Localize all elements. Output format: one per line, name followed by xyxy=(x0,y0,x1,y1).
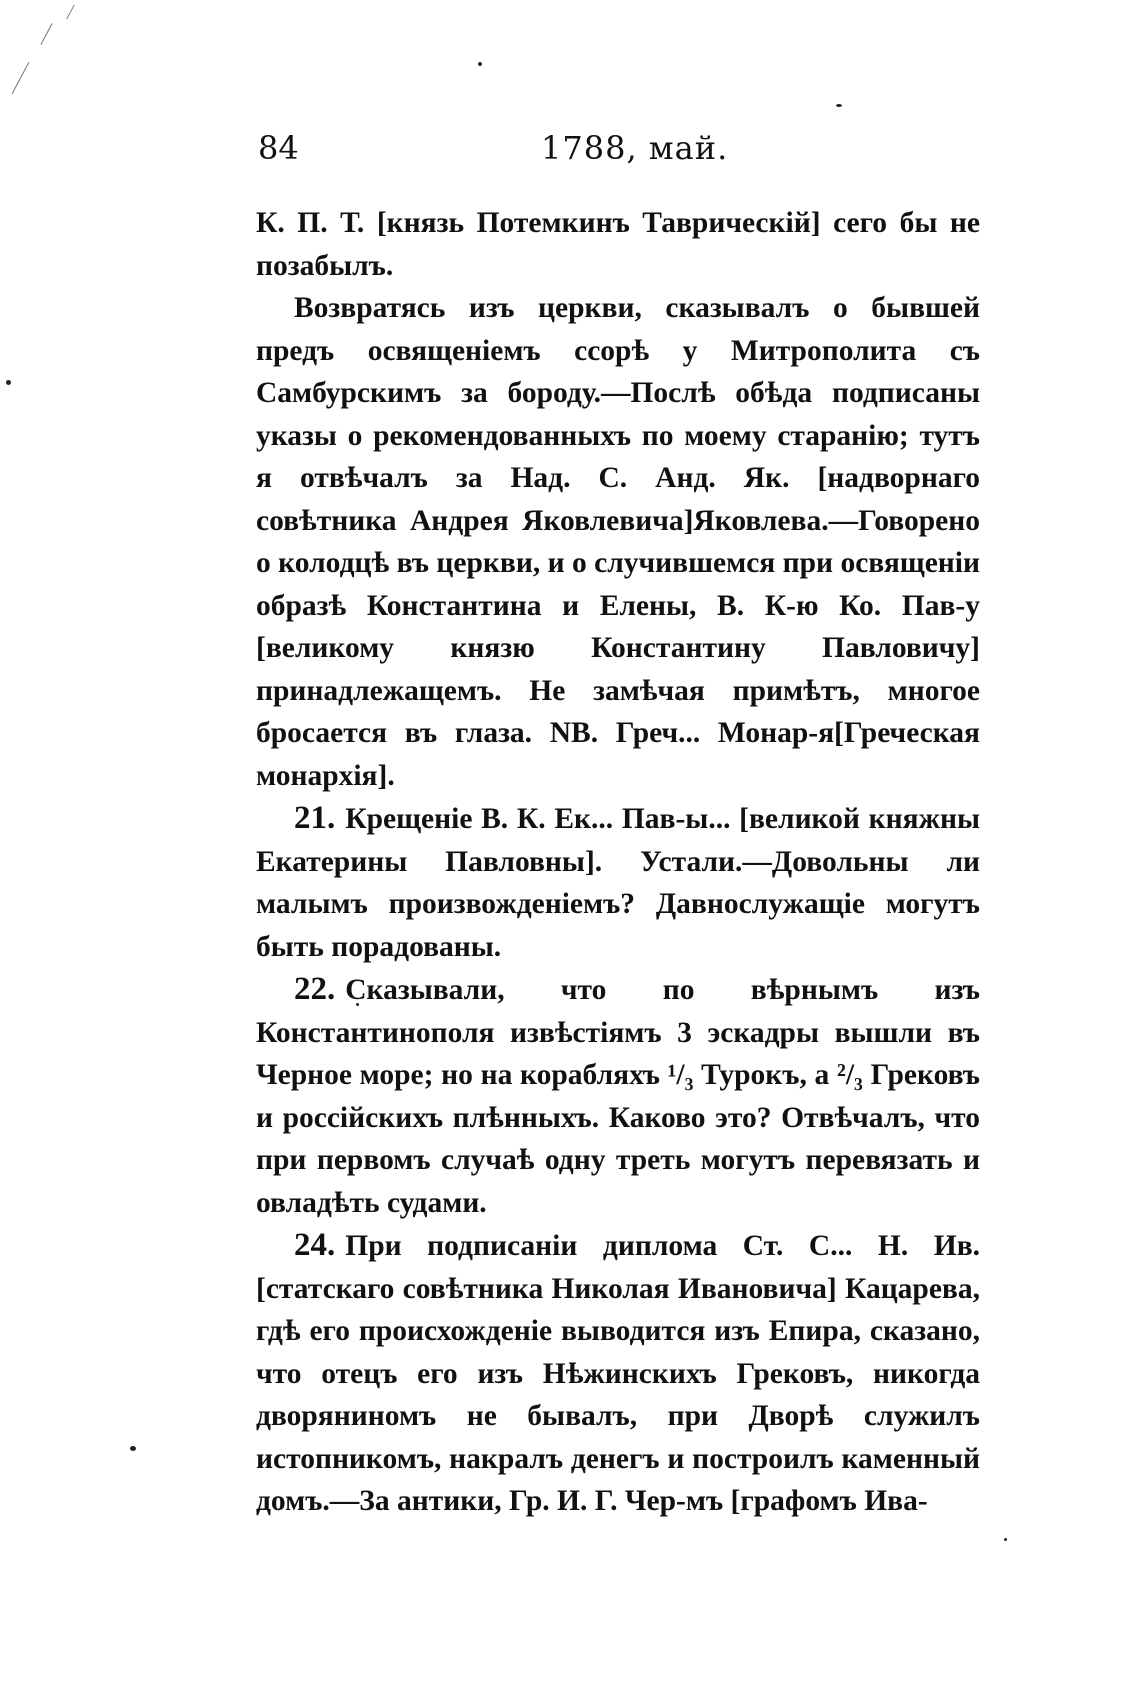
entry-date: 21. xyxy=(294,800,336,836)
scan-edge-mark xyxy=(12,62,30,94)
dated-entry xyxy=(256,1224,980,1523)
ink-speck xyxy=(478,62,482,66)
dated-entry xyxy=(256,968,980,1224)
dated-entry xyxy=(256,797,980,968)
page-header xyxy=(258,128,980,168)
ink-speck xyxy=(1004,1538,1007,1541)
scan-edge-mark xyxy=(66,5,74,20)
entry-date: 24. xyxy=(294,1227,336,1263)
entry-date: 22. xyxy=(294,971,336,1007)
entry-text: Крещеніе В. К. Ек... Пав-ы... [великой княжны Екатерины Павловны]. Устали.—Довольны ли малымъ произвожденіемъ? Давнослужащіе могутъ быть порадованы. xyxy=(256,803,980,963)
page-text xyxy=(256,202,980,1523)
ink-speck xyxy=(6,380,11,385)
paragraph: К. П. Т. [князь Потемкинъ Таврическій] сего бы не позабылъ. xyxy=(256,207,980,282)
ink-speck xyxy=(130,1446,136,1451)
paragraph: Возвратясь изъ церкви, сказывалъ о бывшей предъ освященіемъ ссорѣ у Митрополита съ Самбурскимъ за бороду.—Послѣ обѣда подписаны указы о рекомендованныхъ по моему старанію; тутъ я отвѣчалъ за Над. С. Анд. Як. [надворнаго совѣтника Андрея Яковлевича]Яковлева.—Говорено о колодцѣ въ церкви, и о случившемся при освященіи образѣ Константина и Елены, В. К-ю Ко. Пав-у [великому князю Константину Павловичу] принадлежащемъ. Не замѣчая примѣтъ, многое бросается въ глаза. NB. Греч... Монар-я[Греческая монархія]. xyxy=(256,292,980,792)
entry-text: Сказывали, что по вѣрнымъ изъ Константинополя извѣстіямъ 3 эскадры вышли въ Черное море; но на корабляхъ ¹/₃ Турокъ, а ²/₃ Грековъ и россійскихъ плѣнныхъ. Каково это? Отвѣчалъ, что при первомъ случаѣ одну треть могутъ перевязать и овладѣть судами. xyxy=(256,974,980,1219)
page-number: 84 xyxy=(258,129,299,167)
entry-text: При подписаніи диплома Ст. С... Н. Ив. [статскаго совѣтника Николая Ивановича] Кацарева, гдѣ его происхожденіе выводится изъ Епира, сказано, что отецъ его изъ Нѣжинскихъ Грековъ, никогда дворяниномъ не бывалъ, при Дворѣ служилъ истопникомъ, накралъ денегъ и построилъ каменный домъ.—За антики, Гр. И. Г. Чер-мъ [графомъ Ива- xyxy=(256,1230,980,1517)
scan-edge-mark xyxy=(40,23,52,45)
ink-speck xyxy=(836,104,842,107)
running-head: 1788, май. xyxy=(541,129,729,167)
